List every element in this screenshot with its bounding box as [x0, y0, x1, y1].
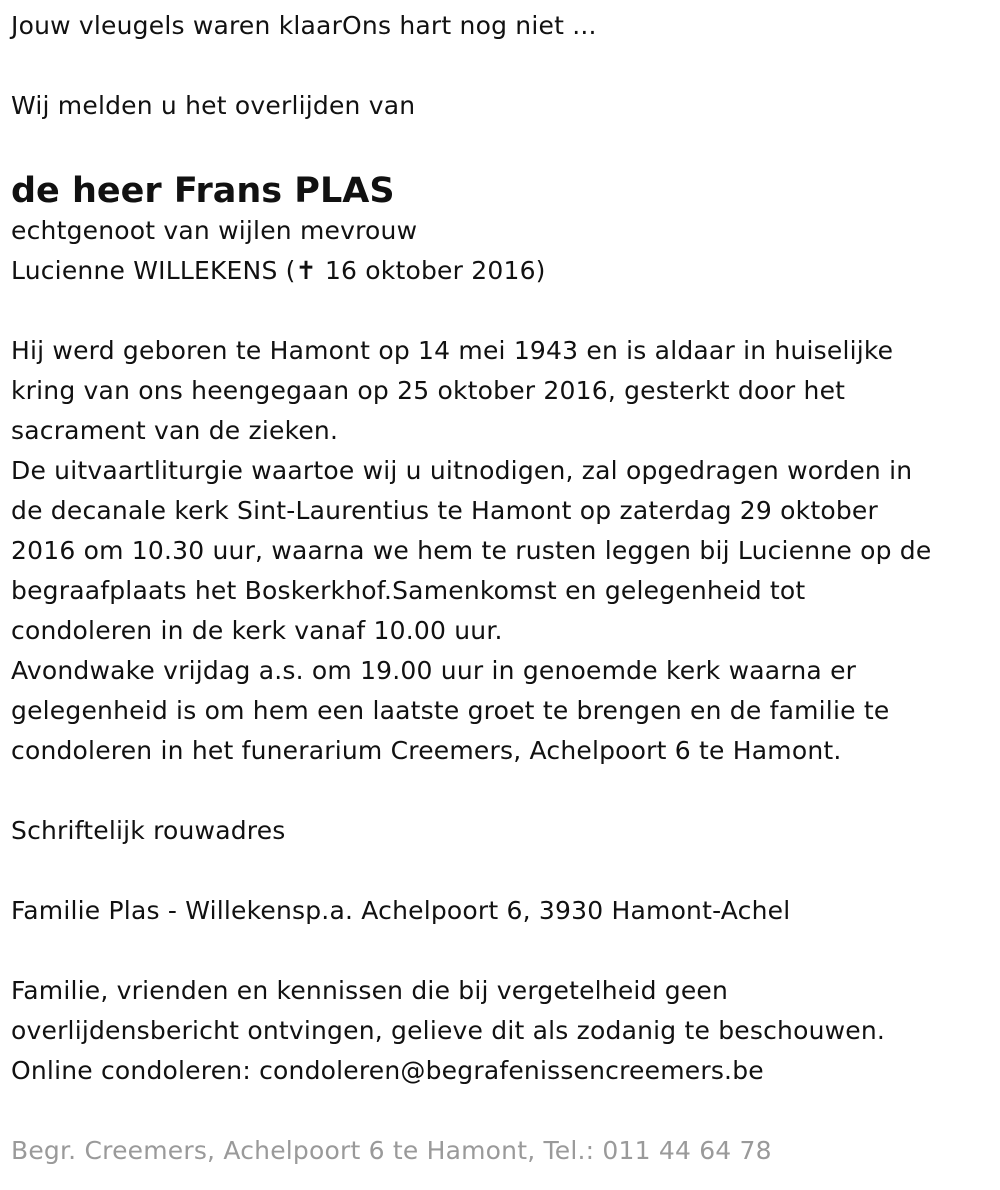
deceased-name: de heer Frans PLAS [11, 171, 395, 211]
body-line: kring van ons heengegaan op 25 oktober 2016, gesterkt door het [11, 376, 846, 405]
body-line: 2016 om 10.30 uur, waarna we hem te rusten leggen bij Lucienne op de [11, 536, 932, 565]
spouse-line-1: echtgenoot van wijlen mevrouw [11, 216, 418, 245]
body-line: De uitvaartliturgie waartoe wij u uitnodigen, zal opgedragen worden in [11, 456, 913, 485]
intro-text: Wij melden u het overlijden van [11, 91, 416, 120]
closing-text [11, 971, 986, 1091]
body-line: gelegenheid is om hem een laatste groet te brengen en de familie te [11, 696, 890, 725]
spouse-line-2 [11, 251, 986, 291]
motto: Jouw vleugels waren klaarOns hart nog niet ... [11, 11, 597, 40]
spacer [11, 126, 986, 166]
closing-line: Familie, vrienden en kennissen die bij vergetelheid geen [11, 976, 729, 1005]
spacer [11, 46, 986, 86]
spouse-death-date: 16 oktober 2016) [316, 256, 546, 285]
body-text [11, 331, 986, 771]
spacer [11, 1091, 986, 1131]
spacer [11, 771, 986, 811]
spacer [11, 931, 986, 971]
body-line: Hij werd geboren te Hamont op 14 mei 1943 en is aldaar in huiselijke [11, 336, 894, 365]
body-line: condoleren in het funerarium Creemers, Achelpoort 6 te Hamont. [11, 736, 842, 765]
closing-line: overlijdensbericht ontvingen, gelieve dit als zodanig te beschouwen. [11, 1016, 886, 1045]
spouse-name: Lucienne WILLEKENS ( [11, 256, 296, 285]
spacer [11, 851, 986, 891]
body-line: condoleren in de kerk vanaf 10.00 uur. [11, 616, 503, 645]
body-line: Avondwake vrijdag a.s. om 19.00 uur in genoemde kerk waarna er [11, 656, 857, 685]
funeral-home-footer: Begr. Creemers, Achelpoort 6 te Hamont, Tel.: 011 44 64 78 [11, 1136, 772, 1165]
body-line: de decanale kerk Sint-Laurentius te Hamont op zaterdag 29 oktober [11, 496, 878, 525]
death-notice [11, 0, 986, 1171]
online-condolence-line: Online condoleren: condoleren@begrafenissencreemers.be [11, 1056, 764, 1085]
spacer [11, 291, 986, 331]
mourning-address: Familie Plas - Willekensp.a. Achelpoort 6, 3930 Hamont-Achel [11, 896, 791, 925]
body-line: sacrament van de zieken. [11, 416, 339, 445]
cross-icon: ✝ [295, 256, 317, 285]
body-line: begraafplaats het Boskerkhof.Samenkomst en gelegenheid tot [11, 576, 806, 605]
address-heading: Schriftelijk rouwadres [11, 816, 286, 845]
